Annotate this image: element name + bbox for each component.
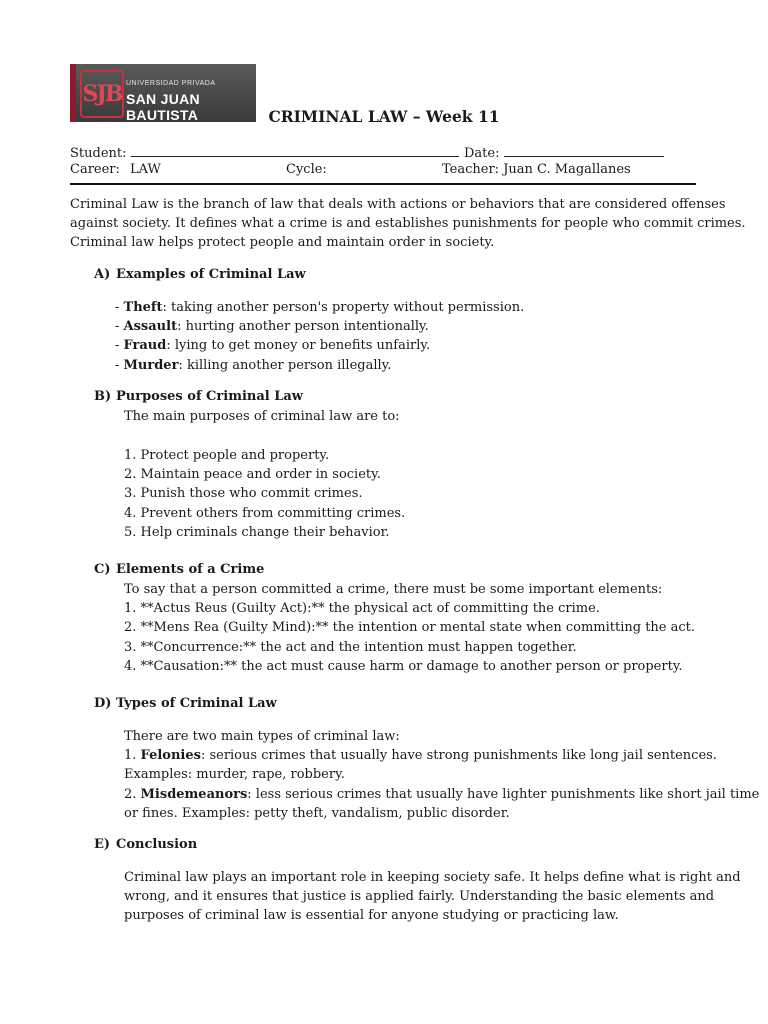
intro-line: against society. It defines what a crime is and establishes punishments for people who commit crimes. [70, 216, 746, 232]
cycle-field [286, 162, 327, 177]
section-a-list [115, 298, 695, 375]
teacher-label: Teacher: [442, 162, 500, 177]
section-title: Elements of a Crime [116, 562, 265, 577]
section-e-body [124, 868, 741, 926]
section-b-lead: The main purposes of criminal law are to: [124, 409, 400, 424]
section-c-body [124, 580, 704, 676]
list-item: - Theft: taking another person's property without permission. [115, 300, 525, 315]
section-lead: To say that a person committed a crime, there must be some important elements: [124, 582, 663, 597]
career-label: Career: [70, 162, 120, 177]
student-blank[interactable] [131, 144, 459, 157]
list-item: - Assault: hurting another person intentionally. [115, 319, 429, 335]
logo-monogram: SJB [80, 70, 124, 118]
section-title: Purposes of Criminal Law [116, 389, 303, 404]
section-title: Types of Criminal Law [116, 696, 277, 711]
list-item: 1. **Actus Reus (Guilty Act):** the physical act of committing the crime. [124, 601, 600, 617]
career-field [70, 162, 161, 177]
list-item: 2. Misdemeanors: less serious crimes that usually have lighter punishments like short jail time [124, 786, 760, 802]
list-item-examples: or fines. Examples: petty theft, vandalism, public disorder. [124, 805, 510, 821]
teacher-value: Juan C. Magallanes [503, 162, 631, 177]
list-item: 2. Maintain peace and order in society. [124, 467, 381, 483]
section-title: Conclusion [116, 837, 198, 852]
section-b-list [124, 446, 704, 542]
list-item: 4. **Causation:** the act must cause harm or damage to another person or property. [124, 658, 683, 674]
section-letter: B) [94, 389, 112, 404]
section-d-body [124, 727, 760, 823]
logo-name: SAN JUAN BAUTISTA [126, 91, 200, 122]
section-b-heading [94, 389, 303, 404]
list-item: - Murder: killing another person illegally. [115, 357, 392, 373]
cycle-label: Cycle: [286, 162, 327, 177]
list-item: 1. Felonies: serious crimes that usually have strong punishments like long jail sentences. [124, 748, 717, 764]
date-label: Date: [464, 146, 500, 161]
list-item: 4. Prevent others from committing crimes. [124, 505, 406, 521]
list-item-examples: Examples: murder, rape, robbery. [124, 767, 345, 783]
list-item: 5. Help criminals change their behavior. [124, 524, 390, 540]
list-item: - Fraud: lying to get money or benefits unfairly. [115, 338, 431, 354]
conclusion-line: Criminal law plays an important role in keeping society safe. It helps define what is right and [124, 870, 741, 885]
section-letter: D) [94, 696, 112, 711]
list-item: 2. **Mens Rea (Guilty Mind):** the intention or mental state when committing the act. [124, 620, 696, 636]
date-blank[interactable] [504, 144, 664, 157]
conclusion-line: wrong, and it ensures that justice is applied fairly. Understanding the basic elements and [124, 889, 715, 905]
intro-paragraph [70, 195, 746, 253]
list-item: 3. Punish those who commit crimes. [124, 486, 363, 502]
section-letter: A) [94, 267, 111, 282]
section-title: Examples of Criminal Law [116, 267, 306, 282]
section-lead: There are two main types of criminal law: [124, 729, 400, 744]
list-item: 1. Protect people and property. [124, 448, 330, 463]
list-item: 3. **Concurrence:** the act and the intention must happen together. [124, 639, 577, 655]
date-field [464, 144, 664, 161]
section-a-heading [94, 267, 306, 282]
career-value: LAW [130, 162, 161, 177]
student-label: Student: [70, 146, 127, 161]
logo-subtitle: UNIVERSIDAD PRIVADA [126, 80, 216, 87]
student-field [70, 144, 459, 161]
teacher-field [442, 162, 631, 177]
section-letter: C) [94, 562, 111, 577]
document-title: CRIMINAL LAW – Week 11 [268, 107, 500, 126]
intro-line: Criminal Law is the branch of law that deals with actions or behaviors that are considered offenses [70, 197, 726, 212]
conclusion-line: purposes of criminal law is essential for anyone studying or practicing law. [124, 908, 619, 924]
section-d-heading [94, 696, 277, 711]
header-divider [70, 183, 696, 185]
intro-line: Criminal law helps protect people and maintain order in society. [70, 235, 495, 251]
section-e-heading [94, 837, 197, 852]
section-letter: E) [94, 837, 111, 852]
section-c-heading [94, 562, 264, 577]
